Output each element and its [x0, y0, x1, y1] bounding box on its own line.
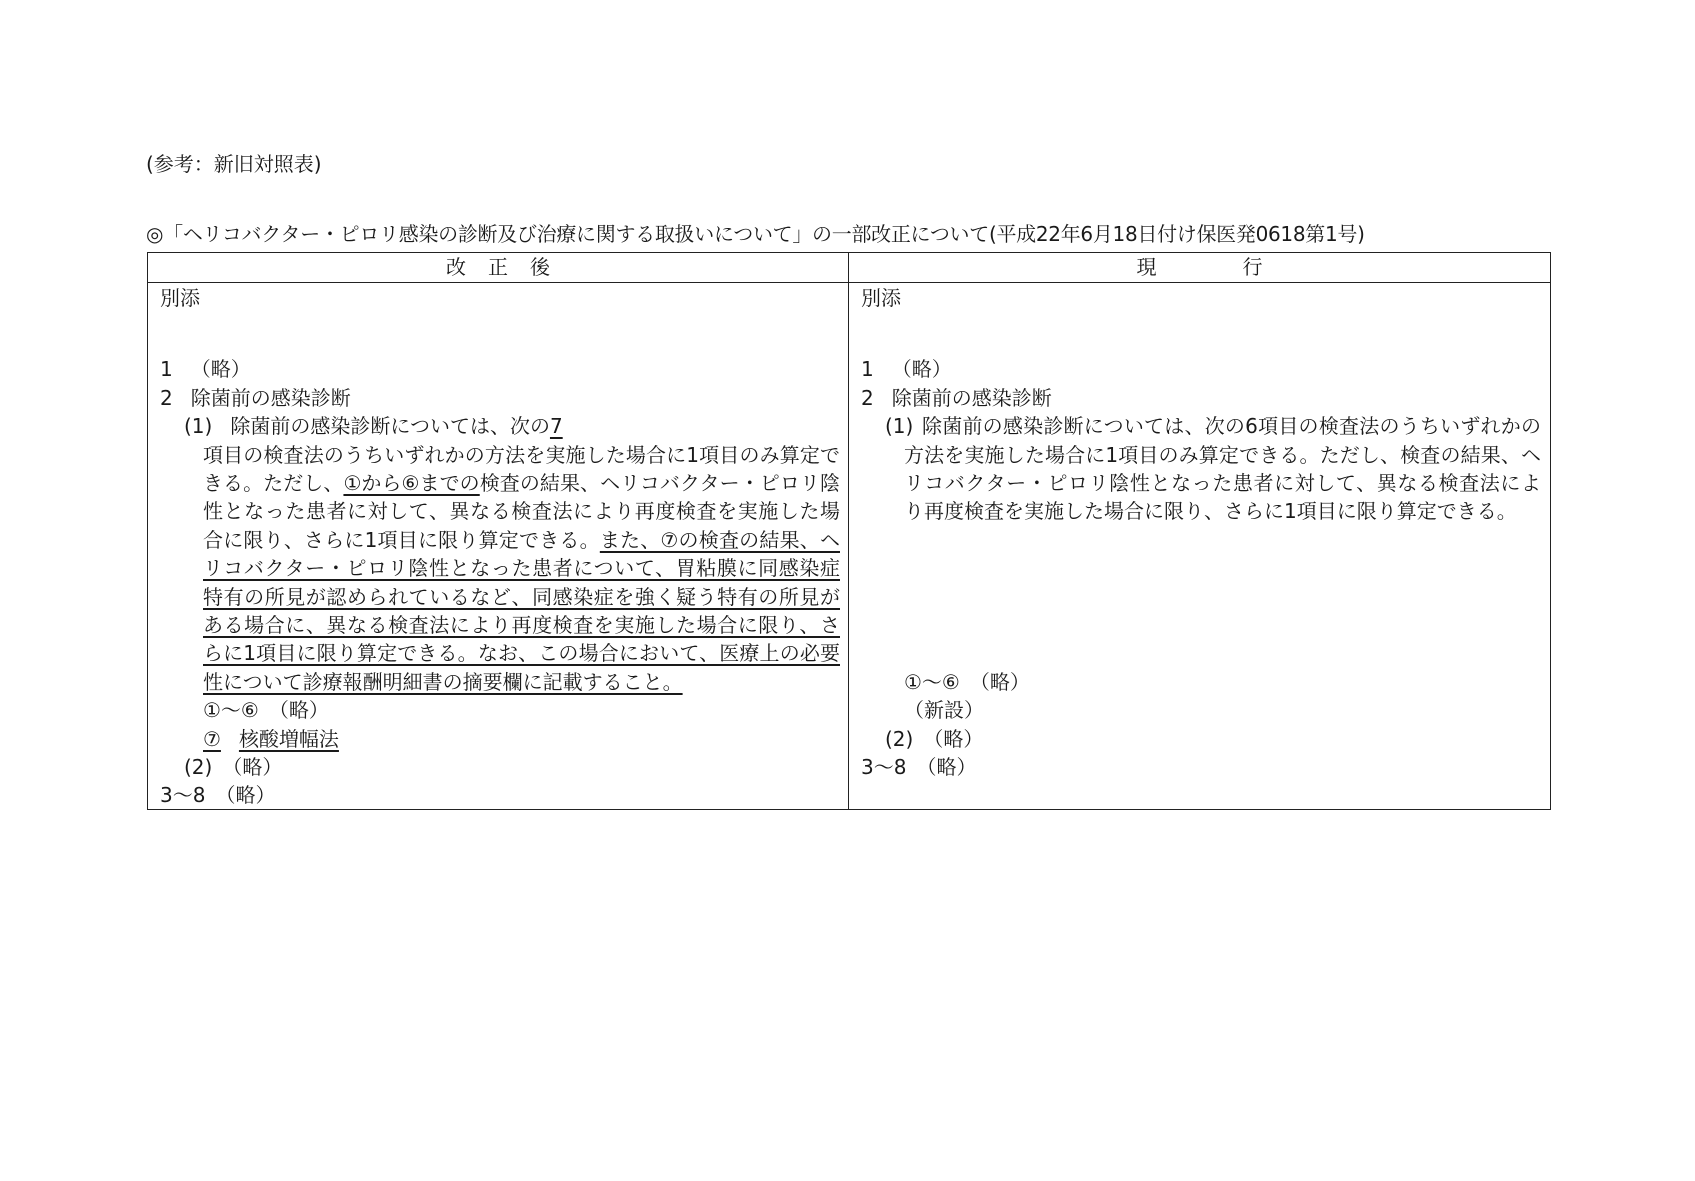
added-text: また、⑦の検査の結果、ヘリコバクター・ピロリ陰性となった患者について、胃粘膜に同感染症特有の所見が認められているなど、同感染症を強く疑う特有の所見がある場合に、異なる検査法により再度検査を実施した場合に限り、さらに1項目に限り算定できる。なお、この場合において、医療上の必要性について診療報酬明細書の摘要欄に記載すること。	[203, 527, 840, 694]
item-2: 2 除菌前の感染診断	[160, 385, 351, 410]
item-1: 1 （略）	[861, 357, 952, 382]
sub-item-1-list: ①～⑥ （略）	[904, 669, 1030, 694]
sub-item-2: (2) （略）	[184, 755, 283, 779]
sub-item-2: (2) （略）	[885, 726, 984, 751]
attachment-label: 別添	[160, 286, 200, 310]
items-3-8: 3～8 （略）	[861, 754, 977, 779]
table-header-row	[148, 253, 1550, 283]
header-current: 現行	[1136, 255, 1349, 279]
sub-item-1-list: ①～⑥ （略）	[203, 698, 329, 723]
current-column: 別添 1 （略） 2 除菌前の感染診断 (1) 除菌前の感染診断については、次の6項目の検査法のうちいずれかの方法を実施した場合に1項目のみ算定できる。ただし、検査の結果、ヘリコバクター・ピロリ陰性となった患者に対して、異なる検査法により再度検査を実施した場合に限り、さらに1項目に限り算定できる。 ①～⑥ （略） （新設） (2) （略） 3～8 （略）	[861, 284, 1541, 809]
header-revised: 改正後	[446, 255, 572, 279]
attachment-label: 別添	[861, 286, 901, 310]
comparison-table	[147, 252, 1551, 810]
revised-column	[160, 284, 840, 809]
column-divider	[848, 253, 849, 809]
table-title: ◎「ヘリコバクター・ピロリ感染の診断及び治療に関する取扱いについて」の一部改正について(平成22年6月18日付け保医発0618第1号)	[146, 222, 1365, 246]
sub-item-1-body: 除菌前の感染診断については、次の6項目の検査法のうちいずれかの方法を実施した場合に1項目のみ算定できる。ただし、検査の結果、ヘリコバクター・ピロリ陰性となった患者に対して、異なる検査法により再度検査を実施した場合に限り、さらに1項目に限り算定できる。	[904, 414, 1541, 524]
sub-item-1-body: 項目の検査法のうちいずれかの方法を実施した場合に1項目のみ算定できる。ただし、①から⑥までの検査の結果、ヘリコバクター・ピロリ陰性となった患者に対して、異なる検査法により再度検査を実施した場合に限り、さらに1項目に限り算定できる。また、⑦の検査の結果、ヘリコバクター・ピロリ陰性となった患者について、胃粘膜に同感染症特有の所見が認められているなど、同感染症を強く疑う特有の所見がある場合に、異なる検査法により再度検査を実施した場合に限り、さらに1項目に限り算定できる。なお、この場合において、医療上の必要性について診療報酬明細書の摘要欄に記載すること。	[203, 442, 840, 694]
item-2: 2 除菌前の感染診断	[861, 385, 1052, 410]
new-item-placeholder: （新設）	[904, 698, 984, 723]
reference-label: (参考：新旧対照表)	[146, 152, 322, 176]
item-1: 1 （略）	[160, 357, 251, 382]
items-3-8: 3～8 （略）	[160, 783, 276, 808]
new-item-7: ⑦ 核酸増幅法	[203, 726, 339, 751]
sub-item-1-heading: (1) 除菌前の感染診断については、次の7	[184, 414, 563, 439]
